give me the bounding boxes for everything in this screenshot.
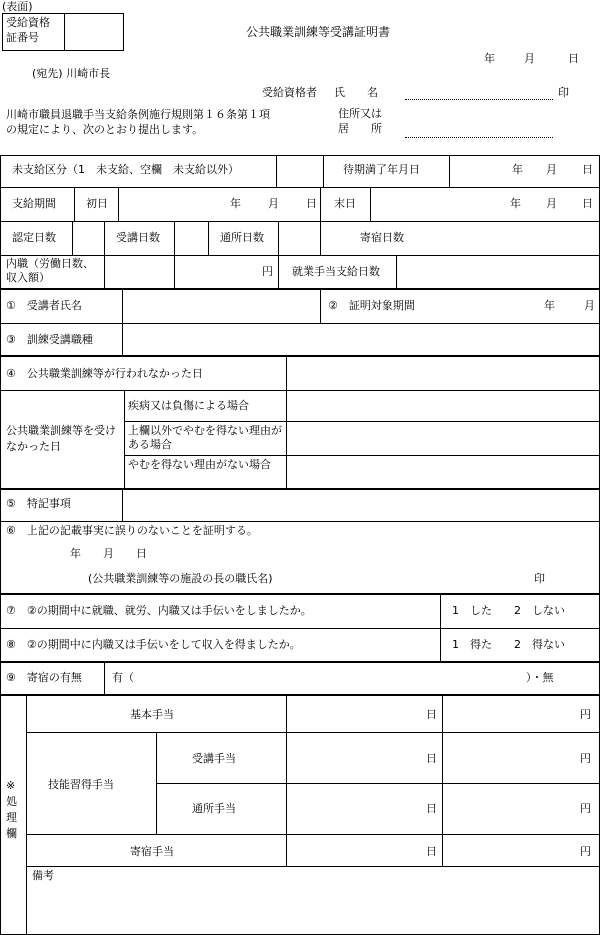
- approved-days-label: 認定日数: [12, 231, 56, 244]
- name-label: 氏 名: [334, 86, 378, 99]
- processing-column-label: ※処理欄: [6, 779, 17, 840]
- unpaid-category-label: 未支給区分（1 未支給、空欄 未支給以外）: [12, 163, 239, 176]
- basic-allowance-label: 基本手当: [130, 708, 174, 721]
- absent-days-label: 公共職業訓練等を受けなかった日: [6, 424, 116, 453]
- q7-question: ⑦ ②の期間中に就職、就労、内職又は手伝いをしましたか。: [6, 604, 312, 617]
- last-day-label: 末日: [334, 197, 356, 210]
- trainee-name-label: ① 受講者氏名: [6, 299, 82, 312]
- certification-date: 年 月 日: [70, 547, 147, 560]
- boarding-allowance-label: 寄宿手当: [130, 845, 174, 858]
- attend-allowance-label: 受講手当: [192, 752, 236, 765]
- basic-allowance-days-unit: 日: [426, 708, 437, 721]
- certification-statement: ⑥ 上記の記載事実に誤りのないことを証明する。: [6, 524, 258, 537]
- recipient-name-field[interactable]: [405, 84, 553, 99]
- employment-allowance-label: 就業手当支給日数: [292, 265, 380, 278]
- date-month: 月: [524, 52, 535, 65]
- payment-period-label: 支給期間: [12, 197, 56, 210]
- addressee: (宛先) 川崎市長: [32, 67, 111, 80]
- waiting-end-year: 年: [512, 163, 523, 176]
- form-side-label: (表面): [2, 0, 33, 13]
- form-title: 公共職業訓練等受講証明書: [246, 25, 391, 39]
- waiting-end-month: 月: [546, 163, 557, 176]
- absent-sick-label: 疾病又は負傷による場合: [128, 399, 249, 412]
- facility-head-label: (公共職業訓練等の施設の長の職氏名): [88, 572, 273, 585]
- first-day-day: 日: [306, 197, 317, 210]
- absent-avoidable-label: やむを得ない理由がない場合: [128, 458, 271, 471]
- commute-allowance-yen-unit: 円: [580, 802, 591, 815]
- first-day-month: 月: [268, 197, 279, 210]
- boarding-allowance-days-unit: 日: [426, 845, 437, 858]
- commute-allowance-days-unit: 日: [426, 802, 437, 815]
- last-day-day: 日: [582, 197, 593, 210]
- special-notes-field[interactable]: [123, 490, 598, 520]
- last-day-year: 年: [510, 197, 521, 210]
- q8-question: ⑧ ②の期間中に内職又は手伝いをして収入を得ましたか。: [6, 638, 301, 651]
- boarding-no[interactable]: ）・無: [526, 671, 554, 684]
- attended-days-label: 受講日数: [116, 231, 160, 244]
- side-job-label: 内職（労働日数、収入額）: [6, 257, 94, 284]
- cert-number-field[interactable]: [66, 14, 121, 49]
- attend-allowance-yen-unit: 円: [580, 752, 591, 765]
- special-notes-label: ⑤ 特記事項: [6, 497, 71, 510]
- waiting-end-label: 待期満了年月日: [343, 163, 420, 176]
- seal-mark: 印: [558, 86, 569, 99]
- certified-period-label: ② 証明対象期間: [328, 299, 415, 312]
- facility-seal-mark: 印: [534, 572, 545, 585]
- boarding-days-label: 寄宿日数: [360, 231, 404, 244]
- no-training-days-label: ④ 公共職業訓練等が行われなかった日: [6, 367, 203, 380]
- boarding-yes[interactable]: 有（: [112, 671, 134, 684]
- remarks-label: 備考: [32, 869, 54, 882]
- waiting-end-day: 日: [582, 163, 593, 176]
- skill-allowance-label: 技能習得手当: [48, 778, 114, 791]
- recipient-address-field[interactable]: [405, 120, 553, 136]
- address-label-1: 住所又は: [338, 107, 382, 120]
- date-year: 年: [484, 52, 495, 65]
- date-day: 日: [568, 52, 579, 65]
- boarding-question: ⑨ 寄宿の有無: [6, 671, 82, 684]
- cert-number-label-1: 受給資格: [6, 16, 50, 29]
- commute-days-label: 通所日数: [220, 231, 264, 244]
- commute-allowance-label: 通所手当: [192, 802, 236, 815]
- q8-answer-options[interactable]: 1 得た 2 得ない: [452, 638, 565, 651]
- attend-allowance-days-unit: 日: [426, 752, 437, 765]
- trainee-name-field[interactable]: [123, 290, 319, 322]
- first-day-label: 初日: [86, 197, 108, 210]
- last-day-month: 月: [546, 197, 557, 210]
- boarding-allowance-yen-unit: 円: [580, 845, 591, 858]
- certified-period-month: 月: [584, 299, 595, 312]
- remarks-field[interactable]: [28, 884, 598, 932]
- absent-unavoidable-label: 上欄以外でやむを得ない理由がある場合: [128, 424, 282, 451]
- q7-answer-options[interactable]: 1 した 2 しない: [452, 604, 565, 617]
- certified-period-year: 年: [544, 299, 555, 312]
- address-label-2: 居 所: [338, 122, 382, 135]
- training-type-label: ③ 訓練受講職種: [6, 333, 93, 346]
- first-day-year: 年: [230, 197, 241, 210]
- side-job-yen: 円: [262, 265, 273, 278]
- unpaid-category-field[interactable]: [277, 156, 323, 187]
- recipient-label: 受給資格者: [262, 86, 317, 99]
- intro-text: 川崎市職員退職手当支給条例施行規則第１６条第１項の規定により、次のとおり提出します。: [6, 108, 270, 136]
- basic-allowance-yen-unit: 円: [580, 708, 591, 721]
- training-type-field[interactable]: [123, 324, 598, 354]
- cert-number-label-2: 証番号: [6, 31, 39, 44]
